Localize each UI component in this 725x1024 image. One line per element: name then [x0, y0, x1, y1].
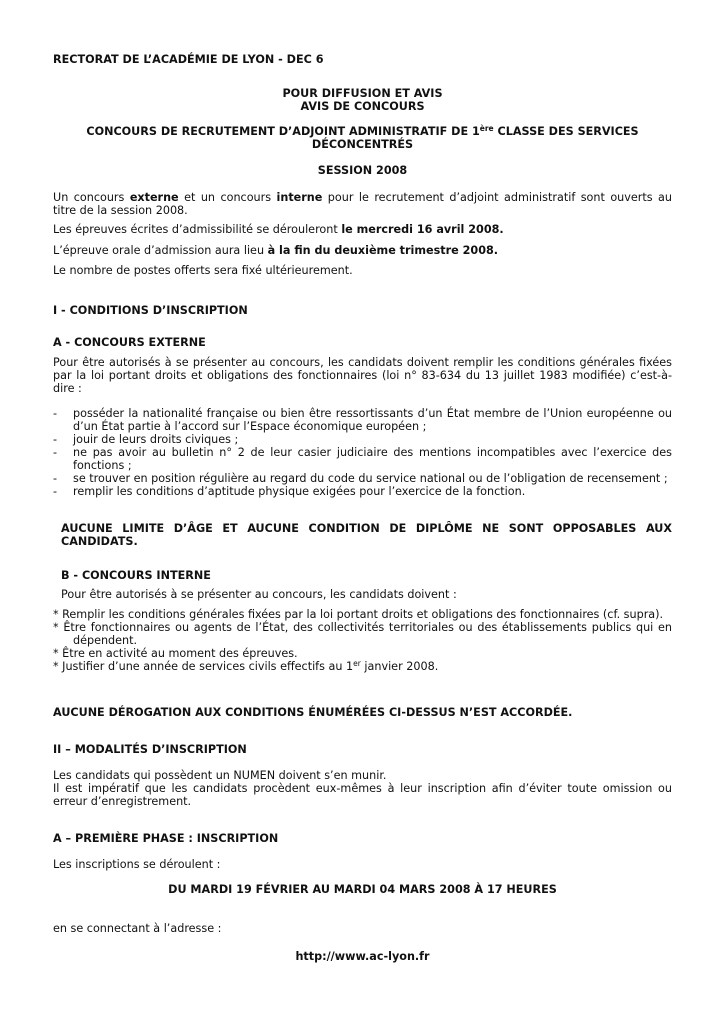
- concours-externe-intro: Pour être autorisés à se présenter au concours, les candidats doivent remplir les conditions générales fixées par la loi portant droits et obligations des fonctionnaires (loi n° 83-634 du 13 juillet 1983 modifiée) c’est-à-dire :: [53, 356, 672, 395]
- intro-paragraph-1: Un concours externe et un concours interne pour le recrutement d’adjoint administratif sont ouverts au titre de la session 2008.: [53, 191, 673, 217]
- inscription-paragraph: Il est impératif que les candidats procèdent eux-mêmes à leur inscription afin d’éviter toute omission ou erreur d’enregistrement.: [53, 782, 672, 808]
- list-item: * Être fonctionnaires ou agents de l’État, des collectivités territoriales ou des établissements publics qui en dépendent.: [53, 621, 672, 647]
- list-item: - ne pas avoir au bulletin n° 2 de leur casier judiciaire des mentions incompatibles avec l’exercice des fonctions ;: [53, 446, 672, 472]
- premiere-phase-title: A – PREMIÈRE PHASE : INSCRIPTION: [53, 832, 279, 845]
- externe-note: AUCUNE LIMITE D’ÂGE ET AUCUNE CONDITION DE DIPLÔME NE SONT OPPOSABLES AUX CANDIDATS.: [61, 522, 672, 548]
- inscriptions-deroulent: Les inscriptions se déroulent :: [53, 858, 221, 871]
- interne-conditions-list: [53, 608, 672, 673]
- intro-paragraph-2: Les épreuves écrites d’admissibilité se dérouleront le mercredi 16 avril 2008.: [53, 223, 504, 236]
- section-1-title: I - CONDITIONS D’INSCRIPTION: [53, 304, 248, 317]
- list-item: - se trouver en position régulière au regard du code du service national ou de l’obligation de recensement ;: [53, 472, 672, 485]
- numen-paragraph: Les candidats qui possèdent un NUMEN doivent s’en munir.: [53, 769, 387, 782]
- inscription-dates: DU MARDI 19 FÉVRIER AU MARDI 04 MARS 2008 À 17 HEURES: [168, 883, 557, 896]
- list-item: * Être en activité au moment des épreuves.: [53, 647, 298, 660]
- concours-externe-title: A - CONCOURS EXTERNE: [53, 336, 206, 349]
- concours-interne-title: B - CONCOURS INTERNE: [61, 569, 211, 582]
- interne-note: AUCUNE DÉROGATION AUX CONDITIONS ÉNUMÉRÉES CI-DESSUS N’EST ACCORDÉE.: [53, 706, 573, 719]
- concours-title: CONCOURS DE RECRUTEMENT D’ADJOINT ADMINISTRATIF DE 1ère CLASSE DES SERVICES DÉCONCENTRÉS: [86, 124, 639, 151]
- avis-heading: AVIS DE CONCOURS: [300, 100, 425, 113]
- list-item: - posséder la nationalité française ou bien être ressortissants d’un État membre de l’Union européenne ou d’un État partie à l’accord sur l’Espace économique européen ;: [53, 407, 672, 433]
- concours-interne-intro: Pour être autorisés à se présenter au concours, les candidats doivent :: [61, 588, 457, 601]
- list-item: * Justifier d’une année de services civils effectifs au 1er janvier 2008.: [53, 659, 439, 673]
- connexion-paragraph: en se connectant à l’adresse :: [53, 922, 222, 935]
- externe-conditions-list: [53, 407, 672, 498]
- rectorat-heading: RECTORAT DE L’ACADÉMIE DE LYON - DEC 6: [53, 53, 324, 66]
- section-2-title: II – MODALITÉS D’INSCRIPTION: [53, 743, 247, 756]
- list-item: - jouir de leurs droits civiques ;: [53, 433, 672, 446]
- website-link[interactable]: http://www.ac-lyon.fr: [295, 950, 430, 963]
- session-heading: SESSION 2008: [317, 164, 408, 177]
- list-item: - remplir les conditions d’aptitude physique exigées pour l’exercice de la fonction.: [53, 485, 672, 498]
- intro-paragraph-3: L’épreuve orale d’admission aura lieu à la fin du deuxième trimestre 2008.: [53, 244, 499, 257]
- list-item: * Remplir les conditions générales fixées par la loi portant droits et obligations des fonctionnaires (cf. supra).: [53, 608, 664, 621]
- diffusion-heading: POUR DIFFUSION ET AVIS: [282, 87, 443, 100]
- intro-paragraph-4: Le nombre de postes offerts sera fixé ultérieurement.: [53, 264, 353, 277]
